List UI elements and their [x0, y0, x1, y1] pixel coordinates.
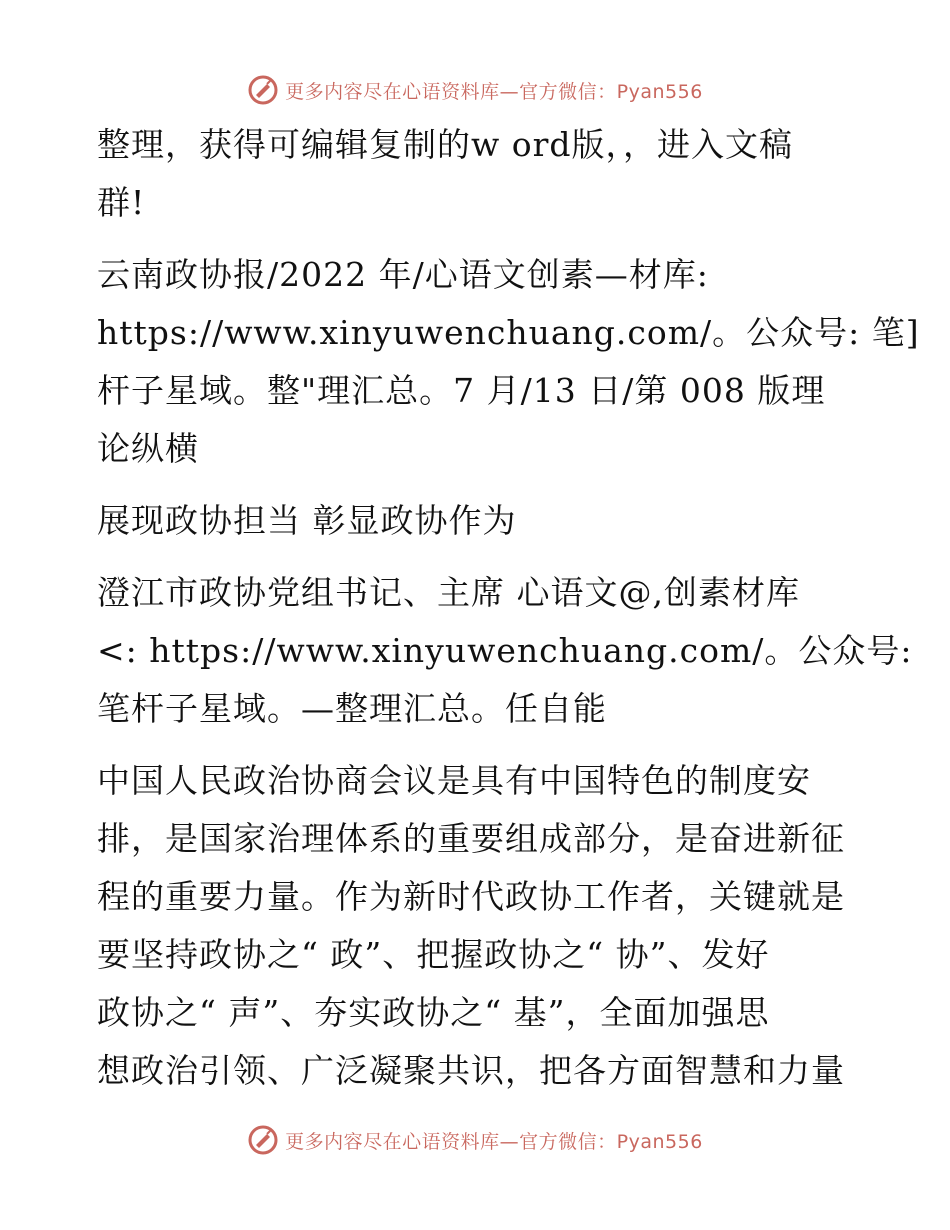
text-line: <: https://www.xinyuwenchuang.com/。公众号: [97, 631, 913, 670]
document-body [97, 116, 920, 1114]
logo-icon [247, 74, 279, 106]
text-line: 程的重要力量。作为新时代政协工作者，关键就是 [97, 877, 845, 916]
footer-watermark-banner [0, 1120, 950, 1160]
text-line: 论纵横 [97, 429, 199, 468]
text-line: 笔杆子星域。—整理汇总。任自能 [97, 689, 607, 728]
text-line: 要坚持政协之“ 政”、把握政协之“ 协”、发好 [97, 935, 770, 974]
header-banner-text: 更多内容尽在心语资料库—官方微信：Pyan556 [285, 80, 703, 103]
text-line: 群! [97, 183, 146, 222]
header-watermark-banner [0, 70, 950, 110]
text-line: 云南政协报/2022 年/心语文创素—材库: [97, 255, 709, 294]
text-line: 政协之“ 声”、夯实政协之“ 基”，全面加强思 [97, 993, 770, 1032]
text-line: 想政治引领、广泛凝聚共识，把各方面智慧和力量 [97, 1051, 845, 1090]
paragraph-2 [97, 246, 920, 478]
paragraph-author [97, 564, 913, 738]
paragraph-body [97, 752, 857, 1100]
text-line: 中国人民政治协商会议是具有中国特色的制度安 [97, 761, 811, 800]
footer-banner-text: 更多内容尽在心语资料库—官方微信：Pyan556 [285, 1130, 703, 1153]
text-line: 排，是国家治理体系的重要组成部分，是奋进新征 [97, 819, 845, 858]
article-title: 展现政协担当 彰显政协作为 [97, 501, 517, 540]
paragraph-1 [97, 116, 857, 232]
text-line: 杆子星域。整"理汇总。7 月/13 日/第 008 版理 [97, 371, 826, 410]
text-line: 整理，获得可编辑复制的w ord版，，进入文稿 [97, 125, 794, 164]
text-line: https://www.xinyuwenchuang.com/。公众号: 笔] [97, 313, 920, 352]
logo-icon [247, 1124, 279, 1156]
paragraph-title [97, 492, 857, 550]
text-line: 澄江市政协党组书记、主席 心语文@,创素材库 [97, 573, 800, 612]
